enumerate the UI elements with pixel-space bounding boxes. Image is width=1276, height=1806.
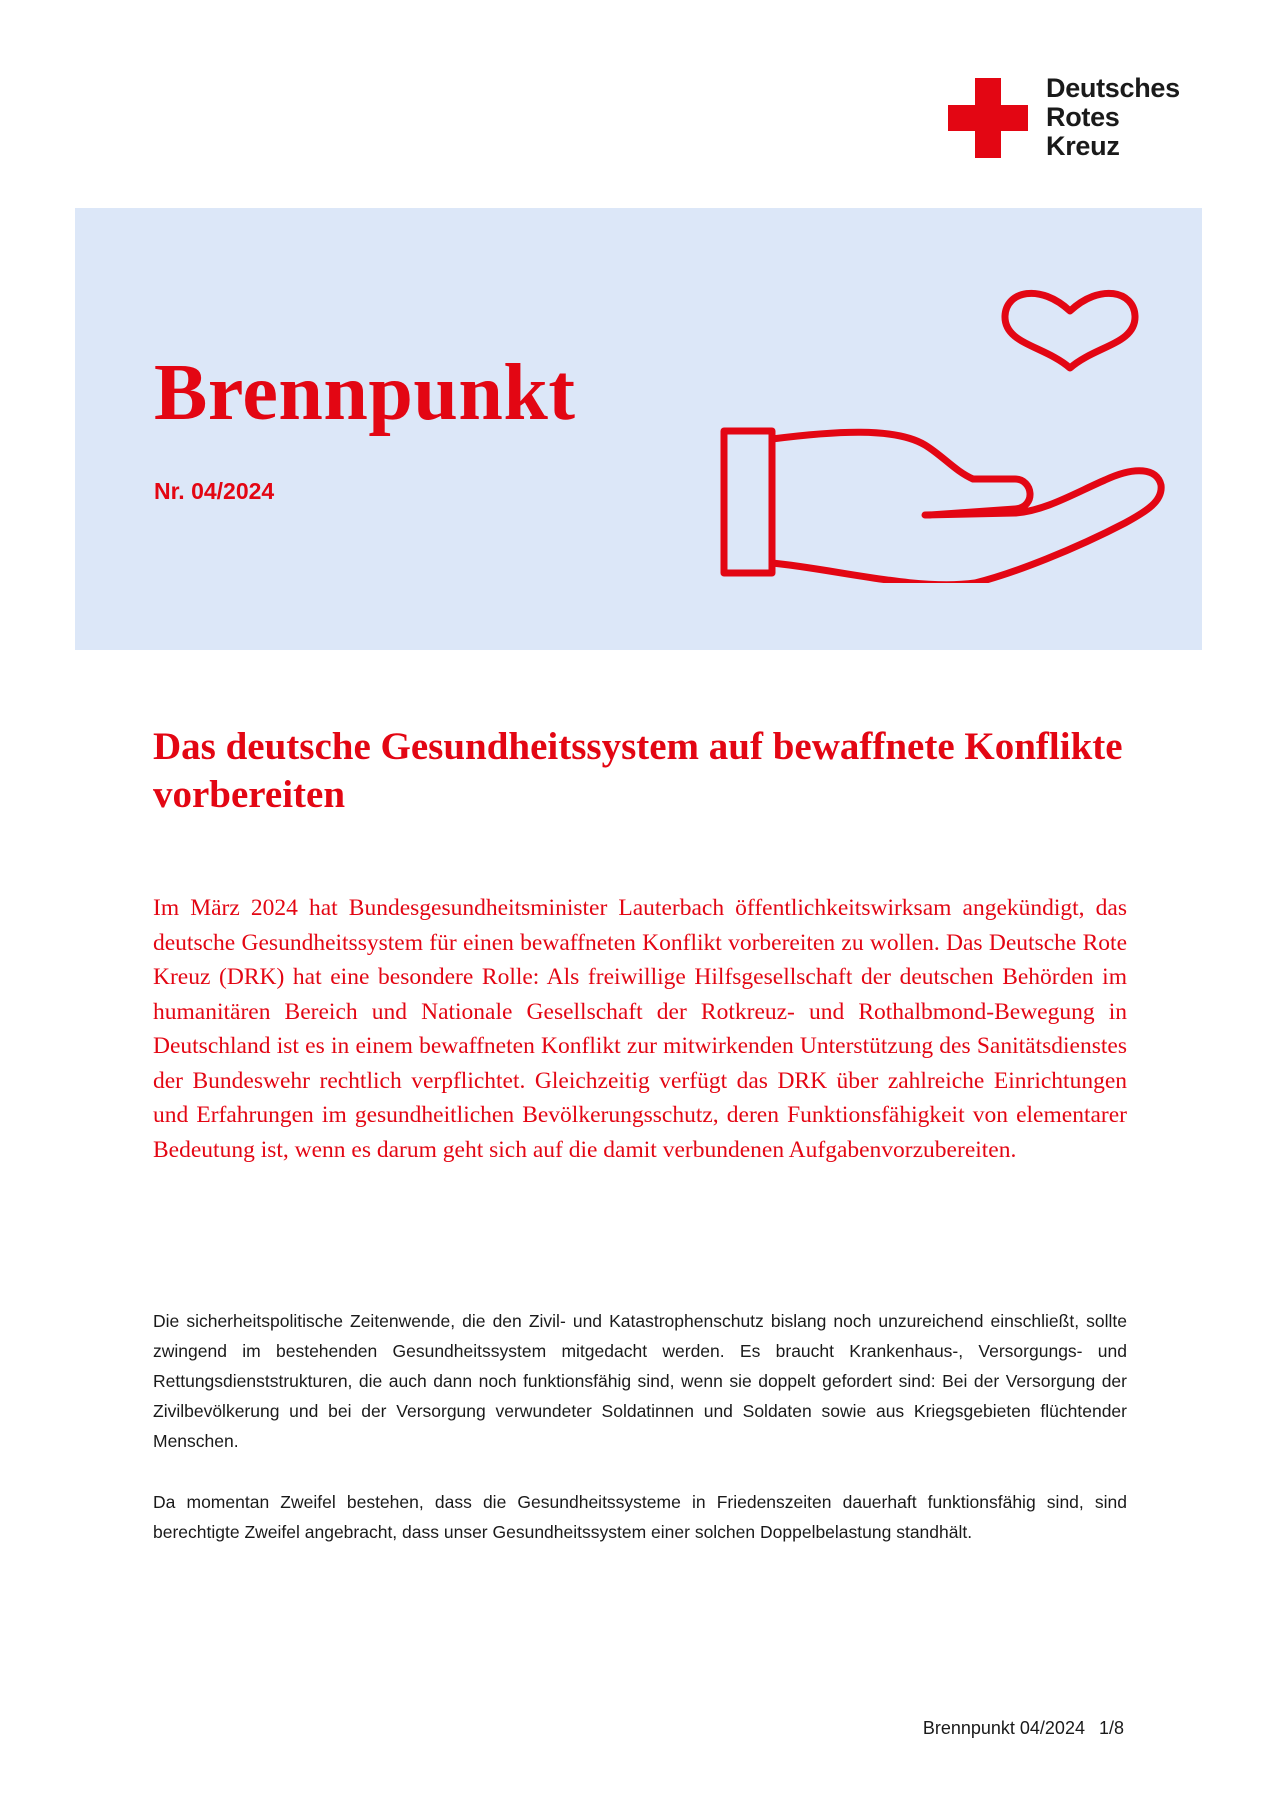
body-paragraph-2: Da momentan Zweifel bestehen, dass die Gesundheitssysteme in Friedenszeiten dauerhaft funktionsfähig sind, sind berechtigte Zweifel angebracht, dass unser Gesundheitssystem einer solchen Doppelbelastung standhält. <box>153 1492 1127 1542</box>
heart-shape <box>1005 293 1135 368</box>
sleeve-cuff <box>724 431 772 573</box>
footer-label: Brennpunkt 04/2024 <box>922 1718 1085 1738</box>
issue-number: Nr. 04/2024 <box>154 478 275 504</box>
logo-line-2: Rotes <box>1046 102 1120 132</box>
body-paragraph-1: Die sicherheitspolitische Zeitenwende, die den Zivil- und Katastrophenschutz bislang noch unzureichend einschließt, sollte zwingend im bestehenden Gesundheitssystem mitgedacht werden. Es braucht Krankenhaus-, Versorgungs- und Rettungsdienststrukturen, die auch dann noch funktionsfähig sind, wenn sie doppelt gefordert sind: Bei der Versorgung der Zivilbevölkerung und bei der Versorgung verwundeter Soldatinnen und Soldaten sowie aus Kriegsgebieten flüchtender Menschen. <box>153 1311 1127 1451</box>
page-footer <box>923 1718 1124 1739</box>
logo-line-3: Kreuz <box>1046 131 1120 161</box>
logo-wordmark <box>1046 74 1180 161</box>
drk-logo <box>948 74 1180 161</box>
hand-heart-icon <box>715 273 1225 583</box>
lead-paragraph: Im März 2024 hat Bundesgesundheitsminister Lauterbach öffentlichkeitswirksam angekündigt, das deutsche Gesundheitssystem für einen bewaffneten Konflikt vorbereiten zu wollen. Das Deutsche Rote Kreuz (DRK) hat eine besondere Rolle: Als freiwillige Hilfsgesellschaft der deutschen Behörden im humanitären Bereich und Nationale Gesellschaft der Rotkreuz- und Rothalbmond-Bewegung in Deutschland ist es in einem bewaffneten Konflikt zur mitwirkenden Unterstützung des Sanitätsdienstes der Bundeswehr rechtlich verpflichtet. Gleichzeitig verfügt das DRK über zahlreiche Einrichtungen und Erfahrungen im gesundheitlichen Bevölkerungsschutz, deren Funktionsfähigkeit von elementarer Bedeutung ist, wenn es darum geht sich auf die damit verbundenen Aufgabenvorzubereiten. <box>153 895 1127 1163</box>
title-banner <box>75 208 1202 650</box>
page-number: 1/8 <box>1098 1718 1124 1738</box>
red-cross-icon <box>948 78 1028 158</box>
article-headline: Das deutsche Gesundheitssystem auf bewaffnete Konflikte vorbereiten <box>153 725 1123 816</box>
publication-title: Brennpunkt <box>154 349 576 437</box>
open-hand <box>772 432 1161 583</box>
logo-line-1: Deutsches <box>1046 73 1180 103</box>
